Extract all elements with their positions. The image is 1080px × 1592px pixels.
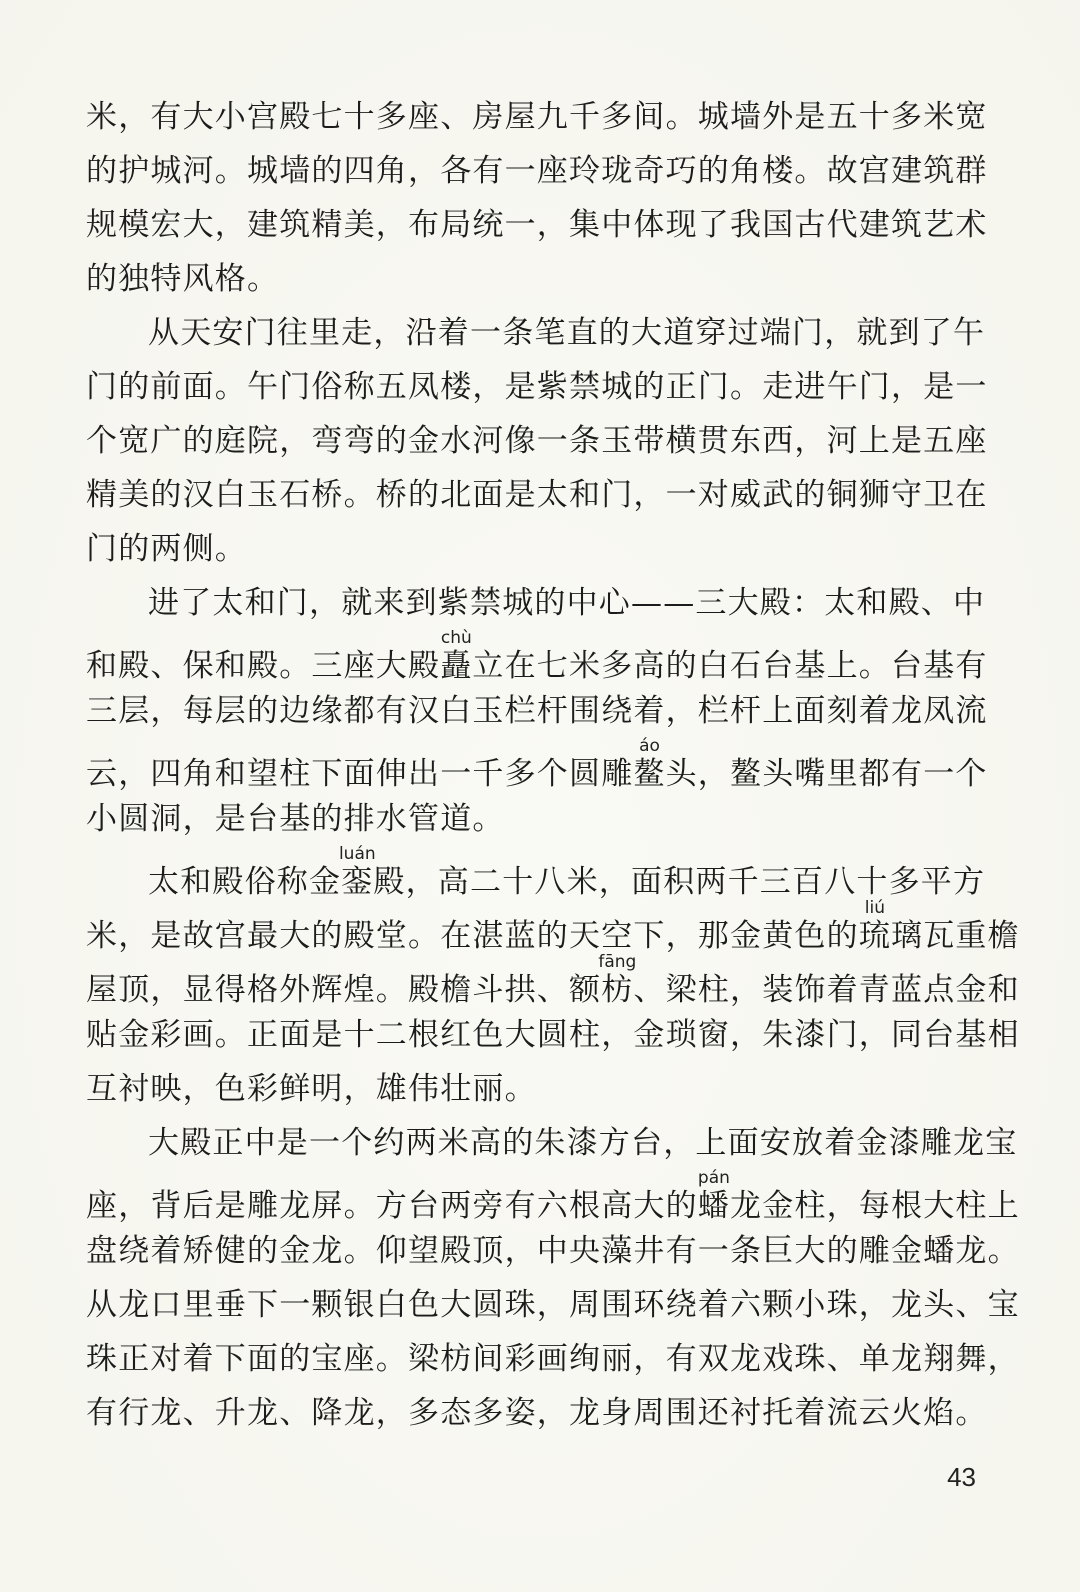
annotated-character <box>697 1168 731 1224</box>
text-run: 有行龙、升龙、降龙，多态多姿，龙身周围还衬托着流云火焰。 <box>86 1395 988 1431</box>
character: 枋 <box>598 972 637 1008</box>
text-line <box>86 144 988 198</box>
annotated-character <box>338 844 376 900</box>
annotated-character <box>440 628 473 684</box>
text-run: 、梁柱，装饰着青蓝点金和 <box>633 972 1020 1008</box>
character: 琉 <box>858 918 892 954</box>
text-run: 屋顶，显得格外辉煌。殿檐斗拱、额 <box>86 972 602 1008</box>
character: 鳌 <box>633 756 666 792</box>
text-run: 云，四角和望柱下面伸出一千多个圆雕 <box>86 756 634 792</box>
paragraph <box>86 576 988 846</box>
text-run: 的独特风格。 <box>86 261 280 297</box>
text-run: 头，鳌头嘴里都有一个 <box>665 756 988 792</box>
text-line <box>86 90 988 144</box>
text-line <box>86 898 1020 954</box>
text-line <box>86 844 986 900</box>
text-run: 从天安门往里走，沿着一条笔直的大道穿过端门，就到了午 <box>148 315 986 351</box>
character: 銮 <box>338 864 376 900</box>
text-line <box>86 628 988 684</box>
pinyin-annotation: pán <box>697 1168 731 1188</box>
pinyin-annotation: luán <box>338 844 376 864</box>
text-run: 珠正对着下面的宝座。梁枋间彩画绚丽，有双龙戏珠、单龙翔舞， <box>86 1341 1020 1377</box>
text-line <box>86 198 988 252</box>
text-line <box>86 1278 1020 1332</box>
text-line <box>86 576 986 630</box>
pinyin-annotation: áo <box>633 736 666 756</box>
text-run: 精美的汉白玉石桥。桥的北面是太和门，一对威武的铜狮守卫在 <box>86 477 988 513</box>
text-line <box>86 1224 1020 1278</box>
text-line <box>86 792 976 846</box>
paragraph <box>86 1116 1020 1440</box>
annotated-character <box>633 736 666 792</box>
page-number: 43 <box>947 1462 976 1492</box>
text-run: 龙金柱，每根大柱上 <box>730 1188 1020 1224</box>
pinyin-annotation: fāng <box>598 952 637 972</box>
text-line <box>86 1332 1020 1386</box>
text-line <box>86 360 988 414</box>
text-run: 璃瓦重檐 <box>891 918 1020 954</box>
text-run: 大殿正中是一个约两米高的朱漆方台，上面安放着金漆雕龙宝 <box>148 1125 1018 1161</box>
body-text <box>86 90 1020 1440</box>
text-run: 和殿、保和殿。三座大殿 <box>86 648 441 684</box>
text-line <box>86 952 1020 1008</box>
paragraph <box>86 90 988 306</box>
text-run: 太和殿俗称金 <box>148 864 342 900</box>
text-run: 米，有大小宫殿七十多座、房屋九千多间。城墙外是五十多米宽 <box>86 99 988 135</box>
annotated-character <box>858 898 892 954</box>
text-run: 规模宏大，建筑精美，布局统一，集中体现了我国古代建筑艺术 <box>86 207 988 243</box>
text-line <box>86 252 976 306</box>
text-line <box>86 522 976 576</box>
text-run: 立在七米多高的白石台基上。台基有 <box>472 648 988 684</box>
text-run: 三层，每层的边缘都有汉白玉栏杆围绕着，栏杆上面刻着龙凤流 <box>86 693 988 729</box>
text-run: 门的前面。午门俗称五凤楼，是紫禁城的正门。走进午门，是一 <box>86 369 988 405</box>
text-line <box>86 468 988 522</box>
text-run: 进了太和门，就来到紫禁城的中心——三大殿：太和殿、中 <box>148 585 986 621</box>
text-run: 小圆洞，是台基的排水管道。 <box>86 801 505 837</box>
text-run: 座，背后是雕龙屏。方台两旁有六根高大的 <box>86 1188 698 1224</box>
text-run: 门的两侧。 <box>86 531 247 567</box>
character: 蟠 <box>697 1188 731 1224</box>
text-line <box>86 684 988 738</box>
text-run: 米，是故宫最大的殿堂。在湛蓝的天空下，那金黄色的 <box>86 918 859 954</box>
text-run: 从龙口里垂下一颗银白色大圆珠，周围环绕着六颗小珠，龙头、宝 <box>86 1287 1020 1323</box>
text-line <box>86 306 986 360</box>
character: 矗 <box>440 648 473 684</box>
paragraph <box>86 844 1020 1116</box>
text-line <box>86 1386 988 1440</box>
paragraph <box>86 306 988 576</box>
pinyin-annotation: chù <box>440 628 473 648</box>
text-run: 互衬映，色彩鲜明，雄伟壮丽。 <box>86 1071 537 1107</box>
text-line <box>86 1168 1020 1224</box>
text-line <box>86 1008 1020 1062</box>
text-run: 贴金彩画。正面是十二根红色大圆柱，金琐窗，朱漆门，同台基相 <box>86 1017 1020 1053</box>
annotated-character <box>598 952 637 1008</box>
text-line <box>86 1116 1018 1170</box>
pinyin-annotation: liú <box>858 898 892 918</box>
text-run: 个宽广的庭院，弯弯的金水河像一条玉带横贯东西，河上是五座 <box>86 423 988 459</box>
text-run: 的护城河。城墙的四角，各有一座玲珑奇巧的角楼。故宫建筑群 <box>86 153 988 189</box>
text-run: 殿，高二十八米，面积两千三百八十多平方 <box>373 864 986 900</box>
text-line <box>86 1062 976 1116</box>
text-line <box>86 736 988 792</box>
text-run: 盘绕着矫健的金龙。仰望殿顶，中央藻井有一条巨大的雕金蟠龙。 <box>86 1233 1020 1269</box>
text-line <box>86 414 988 468</box>
